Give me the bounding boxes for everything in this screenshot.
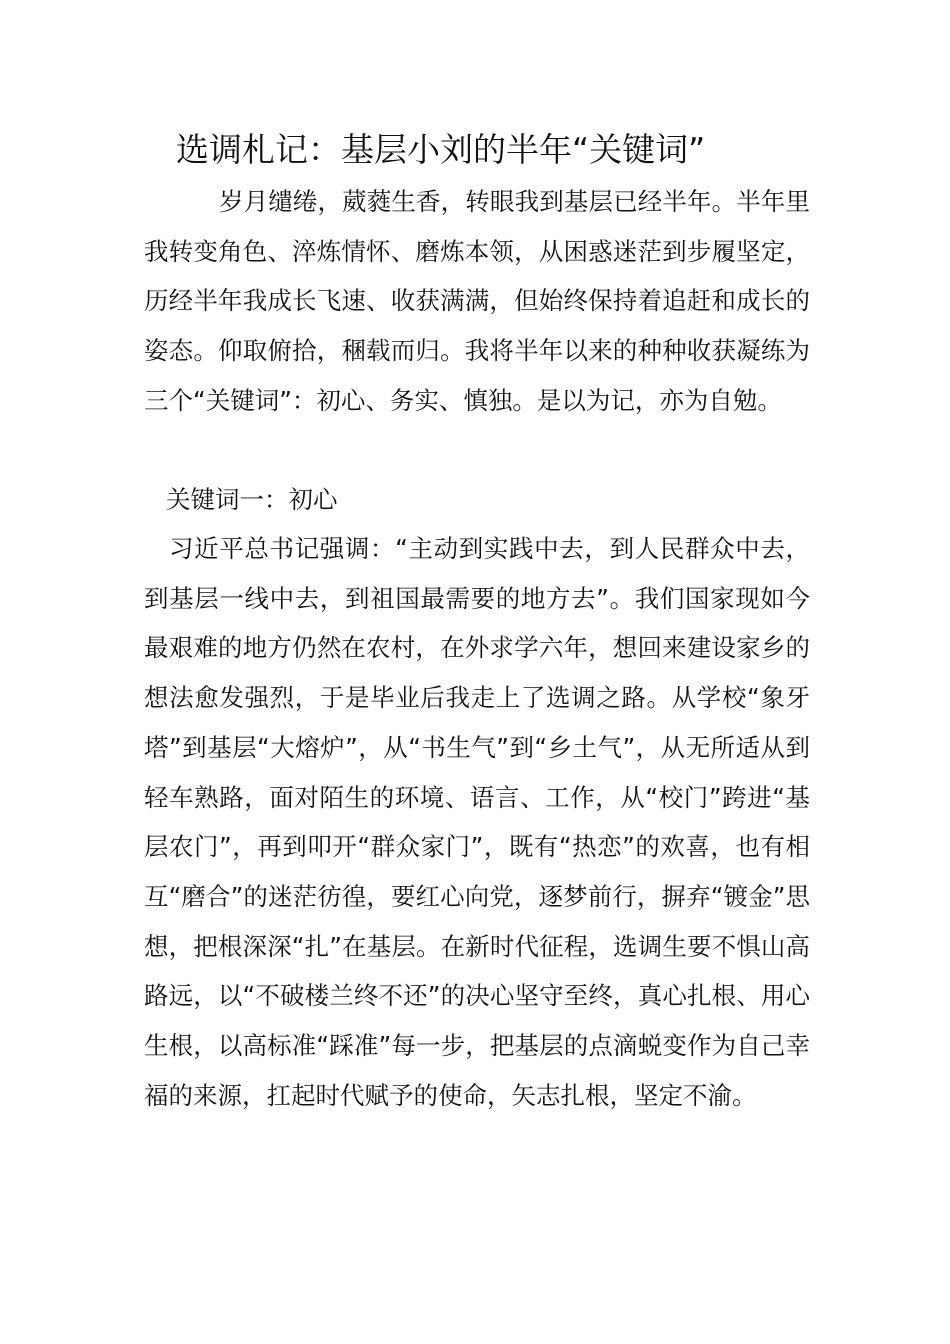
section-heading-1: 关键词一：初心 [166, 485, 338, 514]
intro-paragraph: 岁月缱绻，葳蕤生香，转眼我到基层已经半年。半年里我转变角色、淬炼情怀、磨炼本领，从困惑迷茫到步履坚定，历经半年我成长飞速、收获满满，但始终保持着追赶和成长的姿态。仰取俯拾，稛载而归。我将半年以来的种种收获凝练为三个“关键词”：初心、务实、慎独。是以为记，亦为自勉。 [144, 187, 810, 415]
section-paragraph-1: 习近平总书记强调：“主动到实践中去，到人民群众中去，到基层一线中去，到祖国最需要的地方去”。我们国家现如今最艰难的地方仍然在农村，在外求学六年，想回来建设家乡的想法愈发强烈，于是毕业后我走上了选调之路。从学校“象牙塔”到基层“大熔炉”，从“书生气”到“乡土气”，从无所适从到轻车熟路，面对陌生的环境、语言、工作，从“校门”跨进“基层农门”，再到叩开“群众家门”，既有“热恋”的欢喜，也有相互“磨合”的迷茫彷徨，要红心向党，逐梦前行，摒弃“镀金”思想，把根深深“扎”在基层。在新时代征程，选调生要不惧山高路远，以“不破楼兰终不还”的决心坚守至终，真心扎根、用心生根，以高标准“踩准”每一步，把基层的点滴蜕变作为自己幸福的来源，扛起时代赋予的使命，矢志扎根，坚定不渝。 [144, 534, 810, 1110]
document-title: 选调札记：基层小刘的半年“关键词” [176, 130, 706, 169]
